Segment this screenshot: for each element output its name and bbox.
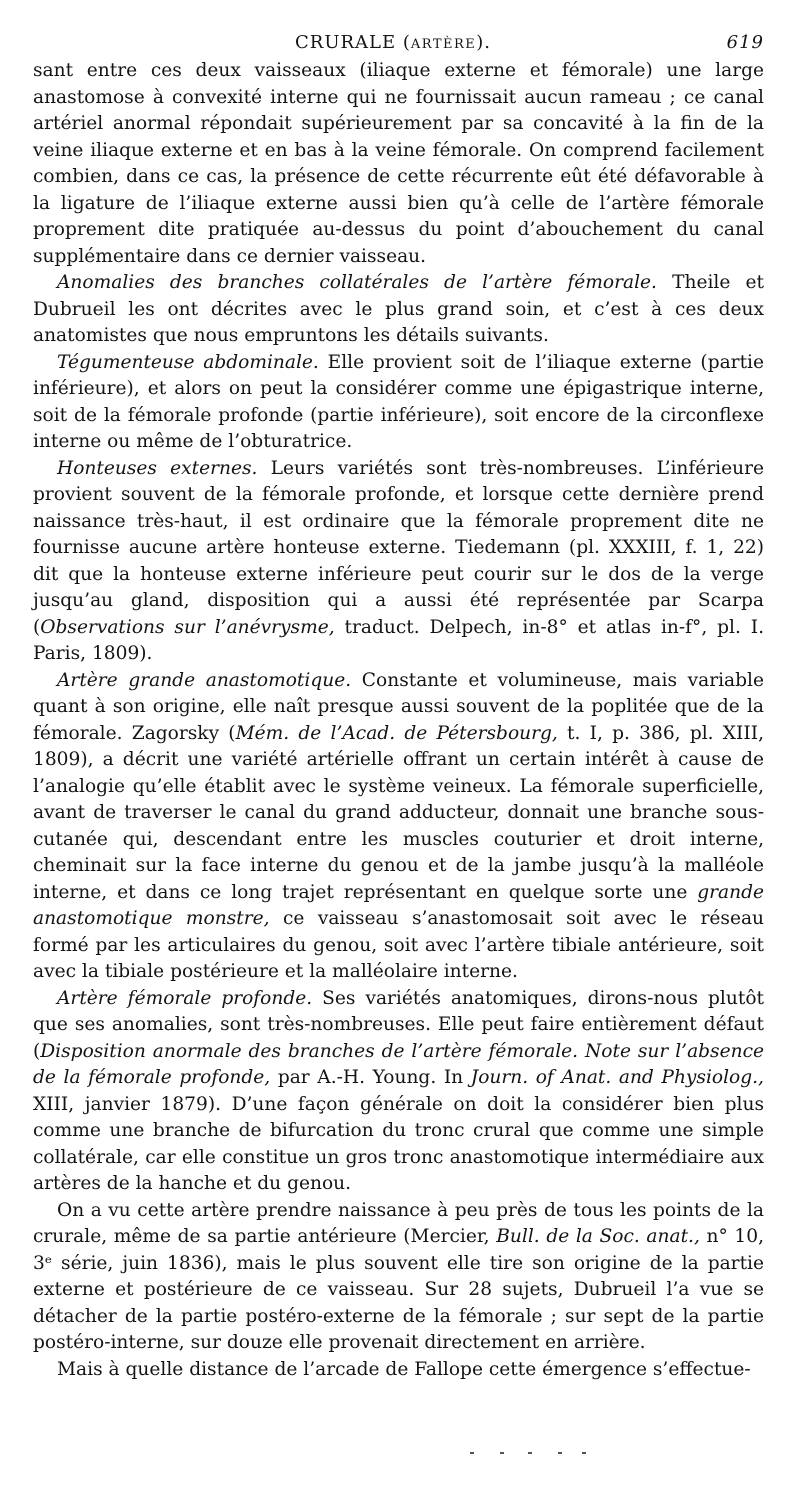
section-heading: Honteuses externes.	[57, 457, 258, 479]
running-title-end: ).	[476, 32, 492, 53]
citation-journal: Journ. of Anat. and Physiolog.,	[470, 1067, 764, 1088]
running-title	[295, 32, 491, 53]
running-title-smallcaps: ARTÈRE	[410, 37, 477, 52]
text-run: Ses variétés anatomiques, dirons-nous plutôt que ses anomalies, sont très-nombreuses. Elle peut faire entièrement défaut (	[33, 987, 764, 1062]
body-text	[33, 58, 764, 1383]
emphasis: grande anastomotique monstre,	[33, 881, 764, 929]
text-run: On a vu cette artère prendre naissance à peu près de tous les points de la crurale, même de sa partie antérieure (Mercier,	[33, 1199, 764, 1247]
print-mark	[558, 1452, 562, 1454]
text-run: traduct. Delpech, in-8° et atlas in-f°, pl. I. Paris, 1809).	[33, 616, 765, 664]
page-number: 619	[726, 32, 764, 53]
text-run: par A.-H. Young. In	[270, 1067, 471, 1088]
text-run: t. I, p. 386, pl. XIII, 1809), a décrit une variété artérielle offrant un certain intérêt à cause de l’analogie qu’elle établit avec le système veineux. La fémorale superficielle, avant de traverser le canal du grand adducteur, donnait une branche sous-cutanée qui, descendant entre les muscles couturier et droit interne, cheminait sur la face interne du genou et de la jambe jusqu’à la malléole interne, et dans ce long trajet représentant en quelque sorte une	[33, 722, 764, 903]
paragraph	[33, 58, 764, 270]
print-marks	[470, 1452, 590, 1456]
section-heading: Artère fémorale profonde.	[57, 987, 313, 1009]
text-run: n° 10, 3ᵉ série, juin 1836), mais le plus souvent elle tire son origine de la partie externe et postérieure de ce vaisseau. Sur 28 sujets, Dubrueil l’a vue se détacher de la partie postéro-externe de la fémorale ; sur sept de la partie postéro-interne, sur douze elle provenait directement en arrière.	[33, 1226, 764, 1353]
text-run: sant entre ces deux vaisseaux (iliaque externe et fémorale) une large anastomose à convexité interne qui ne fournissait aucun rameau ; ce canal artériel anormal répondait supérieurement par sa concavité à la fin de la veine iliaque externe et en bas à la veine fémorale. On comprend facilement combien, dans ce cas, la présence de cette récurrente eût été défavorable à la ligature de l’iliaque externe aussi bien qu’à celle de l’artère fémorale proprement dite pratiquée au-dessus du point d’abouchement du canal supplémentaire dans ce dernier vaisseau.	[33, 60, 764, 267]
section-heading: Anomalies des branches collatérales de l’artère fémorale.	[57, 272, 657, 293]
paragraph	[33, 350, 764, 456]
paragraph	[33, 1357, 764, 1384]
citation-title: Observations sur l’anévrysme,	[40, 616, 335, 638]
citation-journal: Bull. de la Soc. anat.,	[496, 1226, 700, 1247]
text-run: Theile et Dubrueil les ont décrites avec le plus grand soin, et c’est à ces deux anatomistes que nous empruntons les détails suivants.	[33, 272, 764, 346]
running-header	[33, 28, 764, 58]
paragraph	[33, 668, 764, 986]
section-heading: Artère grande anastomotique.	[57, 669, 352, 691]
text-run: Constante et volumineuse, mais variable quant à son origine, elle naît presque aussi souvent de la poplitée que de la fémorale. Zagorsky (	[33, 669, 764, 744]
running-title-main: CRURALE (	[295, 32, 411, 53]
print-mark	[470, 1452, 474, 1454]
paragraph	[33, 1198, 764, 1357]
citation-title: Mém. de l’Acad. de Pétersbourg,	[235, 722, 558, 744]
citation-title: Disposition anormale des branches de l’artère fémorale. Note sur l’absence de la fémorale profonde,	[33, 1040, 764, 1088]
text-run: ce vaisseau s’anastomosait soit avec le réseau formé par les articulaires du genou, soit avec l’artère tibiale antérieure, soit avec la tibiale postérieure et la malléolaire interne.	[33, 908, 765, 982]
paragraph	[33, 456, 764, 668]
print-mark	[582, 1452, 586, 1454]
text-run: Elle provient soit de l’iliaque externe (partie inférieure), et alors on peut la considérer comme une épigastrique interne, soit de la fémorale profonde (partie inférieure), soit encore de la circonflexe interne ou même de l’obturatrice.	[33, 351, 764, 452]
text-run: Leurs variétés sont très-nombreuses. L’inférieure provient souvent de la fémorale profonde, et lorsque cette dernière prend naissance très-haut, il est ordinaire que la fémorale proprement dite ne fournisse aucune artère honteuse externe. Tiedemann (pl. XXXIII, f. 1, 22) dit que la honteuse externe inférieure peut courir sur le dos de la verge jusqu’au gland, disposition qui a aussi été représentée par Scarpa (	[33, 457, 764, 638]
print-mark	[500, 1452, 504, 1454]
print-mark	[528, 1452, 532, 1454]
text-run: Mais à quelle distance de l’arcade de Fallope cette émergence s’effectue-	[57, 1358, 751, 1380]
text-run: XIII, janvier 1879). D’une façon générale on doit la considérer bien plus comme une branche de bifurcation du tronc crural que comme une simple collatérale, car elle constitue un gros tronc anastomotique intermédiaire aux artères de la hanche et du genou.	[33, 1093, 764, 1194]
paragraph	[33, 270, 764, 350]
paragraph	[33, 986, 764, 1198]
section-heading: Tégumenteuse abdominale.	[57, 351, 319, 373]
